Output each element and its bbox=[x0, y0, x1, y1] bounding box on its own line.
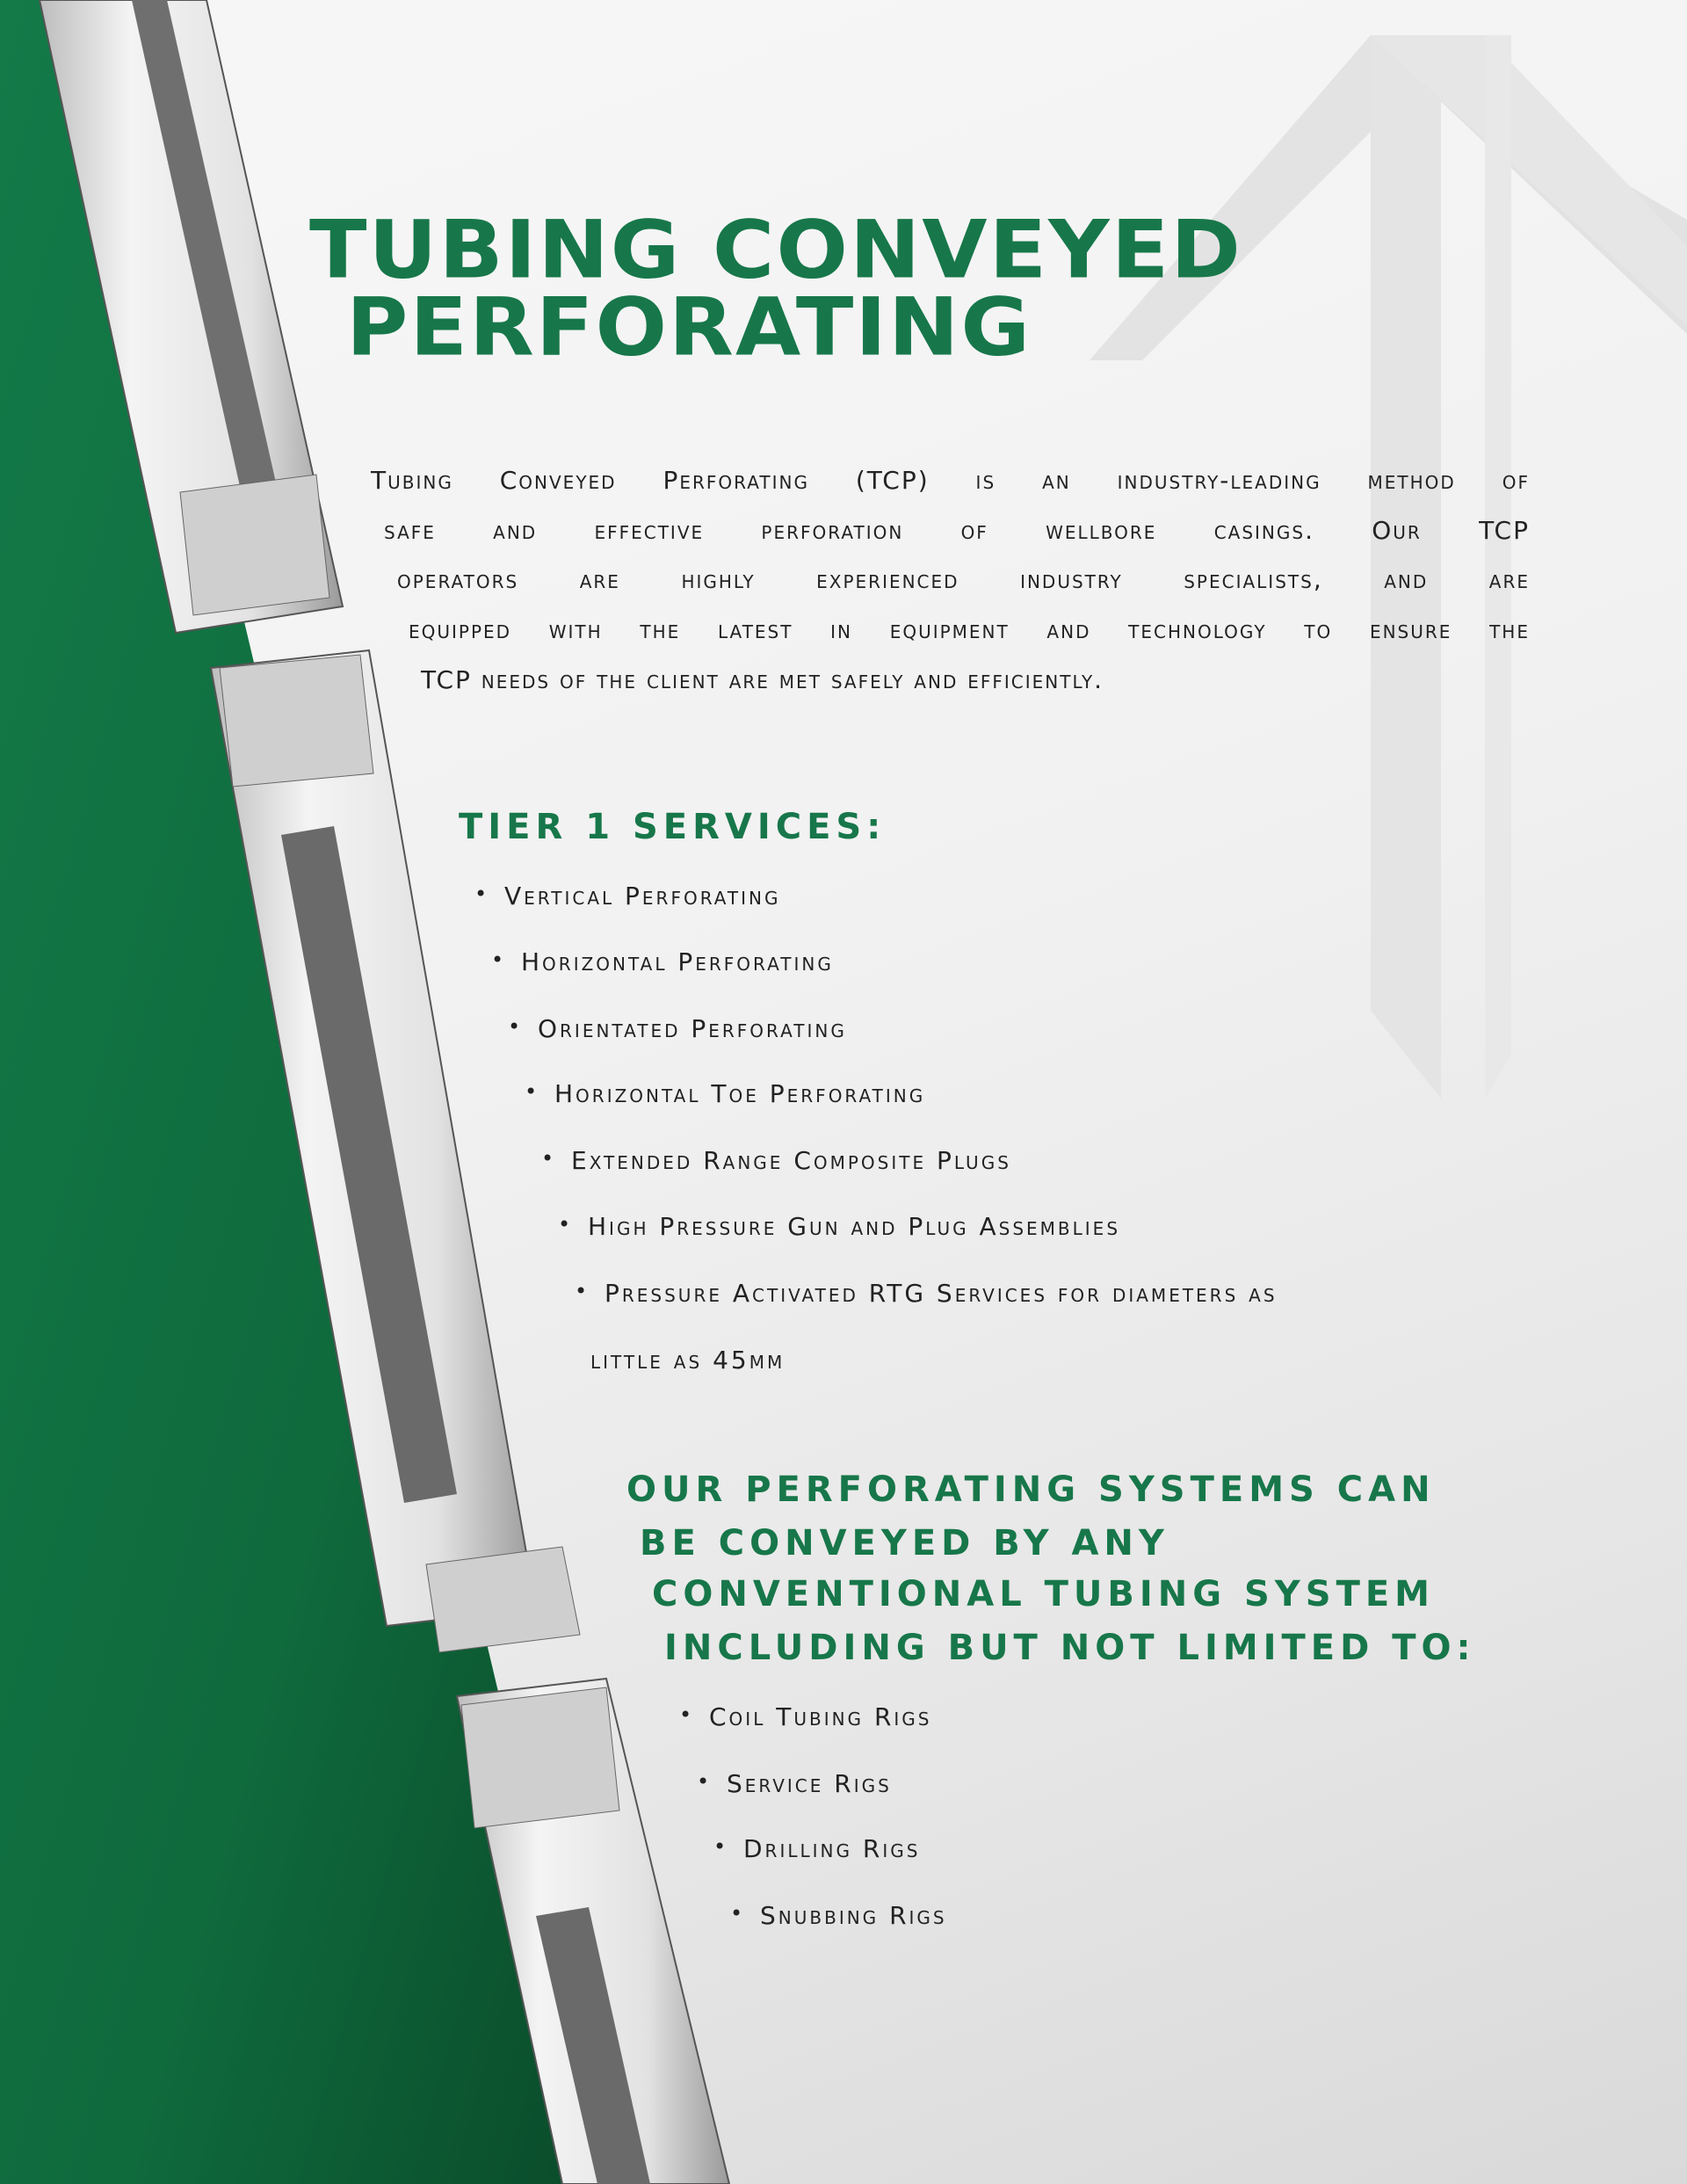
intro-line: Tubing Conveyed Perforating (TCP) is an industry-leading method of bbox=[371, 466, 1530, 495]
bullet-icon: • bbox=[697, 1769, 713, 1794]
bullet-icon: • bbox=[713, 1834, 729, 1859]
intro-line: equipped with the latest in equipment and technology to ensure the bbox=[409, 615, 1530, 644]
bullet-icon: • bbox=[525, 1079, 540, 1104]
intro-line: safe and effective perforation of wellbore casings. Our TCP bbox=[384, 516, 1530, 545]
tier1-item: • High Pressure Gun and Plug Assemblies bbox=[558, 1212, 1121, 1241]
tier1-item: • Horizontal Toe Perforating bbox=[525, 1079, 926, 1108]
tier1-item: • Extended Range Composite Plugs bbox=[541, 1146, 1011, 1175]
bullet-icon: • bbox=[730, 1901, 746, 1926]
tier1-item: • Vertical Perforating bbox=[474, 882, 781, 911]
bullet-icon: • bbox=[679, 1702, 695, 1727]
systems-heading-line: CONVENTIONAL TUBING SYSTEM bbox=[652, 1574, 1435, 1614]
rig-item: • Snubbing Rigs bbox=[730, 1901, 947, 1930]
intro-line: operators are highly experienced industry specialists, and are bbox=[397, 565, 1530, 594]
bullet-icon: • bbox=[508, 1014, 524, 1039]
intro-line: TCP needs of the client are met safely and efficiently. bbox=[421, 665, 1104, 694]
page-title-line-1: TUBING CONVEYED bbox=[309, 202, 1242, 297]
bullet-icon: • bbox=[558, 1212, 574, 1237]
tier1-item: • Horizontal Perforating bbox=[491, 947, 834, 976]
bullet-icon: • bbox=[541, 1146, 557, 1171]
tier1-item-continuation: little as 45mm bbox=[590, 1346, 786, 1375]
tier1-item: • Orientated Perforating bbox=[508, 1014, 847, 1043]
rig-item: • Coil Tubing Rigs bbox=[679, 1702, 932, 1731]
systems-heading-line: OUR PERFORATING SYSTEMS CAN bbox=[626, 1469, 1436, 1510]
bullet-icon: • bbox=[474, 882, 490, 906]
page-title-line-2: PERFORATING bbox=[346, 279, 1032, 374]
systems-heading-line: INCLUDING BUT NOT LIMITED TO: bbox=[664, 1628, 1476, 1668]
tier1-item: • Pressure Activated RTG Services for diameters as bbox=[575, 1279, 1278, 1308]
bullet-icon: • bbox=[491, 947, 507, 972]
rig-item: • Drilling Rigs bbox=[713, 1834, 921, 1863]
bullet-icon: • bbox=[575, 1279, 590, 1303]
tier1-heading: TIER 1 SERVICES: bbox=[459, 807, 887, 847]
rig-item: • Service Rigs bbox=[697, 1769, 892, 1798]
systems-heading-line: BE CONVEYED BY ANY bbox=[640, 1523, 1169, 1564]
